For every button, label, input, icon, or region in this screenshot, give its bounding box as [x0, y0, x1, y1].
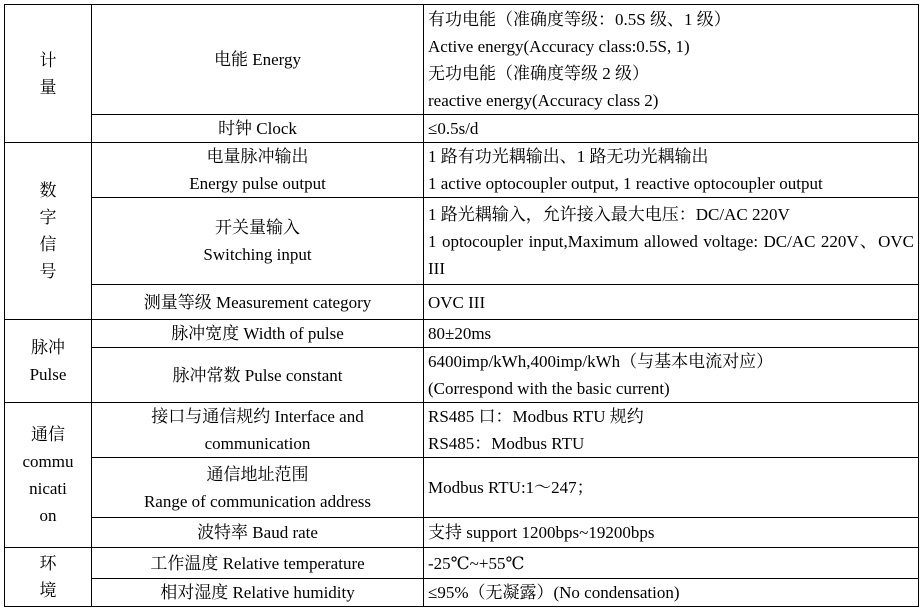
value-clock — [424, 115, 919, 143]
section-label: 通信 commu nicati on — [22, 425, 74, 525]
value-humidity — [424, 579, 919, 607]
table-row — [5, 458, 919, 518]
table-row — [5, 518, 919, 548]
section-label: 计 量 — [39, 50, 57, 97]
value-line: 1 active optocoupler output, 1 reactive optocoupler output — [428, 174, 823, 193]
param-label: 工作温度 Relative temperature — [150, 553, 365, 573]
table-row — [5, 285, 919, 320]
value-line: 支持 support 1200bps~19200bps — [428, 523, 655, 542]
param-address-range — [92, 458, 424, 518]
param-label-cn: 开关量输入 — [215, 218, 300, 237]
table-row — [5, 548, 919, 579]
value-line: OVC III — [428, 292, 486, 312]
value-line: 有功电能（准确度等级：0.5S 级、1 级） — [428, 9, 731, 29]
section-communication — [5, 403, 92, 548]
table-row — [5, 5, 919, 115]
value-line: reactive energy(Accuracy class 2) — [428, 90, 659, 110]
table-row — [5, 320, 919, 348]
param-label: 脉冲常数 Pulse constant — [172, 365, 343, 385]
param-label: 电能 Energy — [213, 50, 302, 69]
value-line: (Correspond with the basic current) — [428, 379, 670, 398]
table-row — [5, 198, 919, 285]
param-energy-pulse — [92, 143, 424, 198]
param-label-cn: 电量脉冲输出 — [206, 147, 309, 166]
param-label-en: Energy pulse output — [189, 174, 326, 193]
value-address-range — [424, 458, 919, 518]
param-label: 相对湿度 Relative humidity — [160, 583, 355, 602]
value-line: ≤0.5s/d — [428, 119, 479, 138]
value-line: 无功电能（准确度等级 2 级） — [428, 63, 649, 83]
section-digital — [5, 143, 92, 320]
value-line: RS485 口：Modbus RTU 规约 — [428, 407, 644, 426]
value-baud-rate — [424, 518, 919, 548]
value-line: Active energy(Accuracy class:0.5S, 1) — [428, 36, 690, 56]
param-label: 波特率 Baud rate — [197, 523, 318, 542]
param-label-en: Switching input — [203, 245, 312, 264]
param-label-cn: 通信地址范围 — [206, 464, 309, 484]
param-clock — [92, 115, 424, 143]
param-baud-rate — [92, 518, 424, 548]
value-line: -25℃~+55℃ — [428, 553, 525, 573]
value-line: 1 路有功光耦输出、1 路无功光耦输出 — [428, 147, 709, 166]
param-switching — [92, 198, 424, 285]
value-line: 6400imp/kWh,400imp/kWh（与基本电流对应） — [428, 352, 774, 371]
value-switching — [424, 198, 919, 285]
param-temperature — [92, 548, 424, 579]
param-pulse-width — [92, 320, 424, 348]
param-interface — [92, 403, 424, 458]
param-label: 脉冲宽度 Width of pulse — [171, 324, 344, 343]
section-metering — [5, 5, 92, 143]
table-row — [5, 348, 919, 403]
param-energy — [92, 5, 424, 115]
value-line: 1 路光耦输入，允许接入最大电压：DC/AC 220V — [428, 204, 790, 224]
table-row — [5, 579, 919, 607]
value-line: Modbus RTU:1～247； — [428, 478, 594, 497]
param-humidity — [92, 579, 424, 607]
value-energy — [424, 5, 919, 115]
section-pulse — [5, 320, 92, 403]
value-line: 1 optocoupler input,Maximum allowed voltage: DC/AC 220V、OVC III — [428, 231, 914, 278]
value-energy-pulse — [424, 143, 919, 198]
value-line: ≤95%（无凝露）(No condensation) — [428, 583, 680, 602]
param-pulse-constant — [92, 348, 424, 403]
value-pulse-width — [424, 320, 919, 348]
table-row — [5, 115, 919, 143]
section-label: 脉冲 Pulse — [29, 338, 67, 384]
table-row — [5, 403, 919, 458]
value-interface — [424, 403, 919, 458]
section-label: 环 境 — [39, 554, 57, 600]
value-pulse-constant — [424, 348, 919, 403]
section-environment — [5, 548, 92, 607]
table-row — [5, 143, 919, 198]
value-measurement-category — [424, 285, 919, 320]
spec-table — [4, 4, 919, 607]
param-label: 测量等级 Measurement category — [143, 292, 372, 312]
param-measurement-category — [92, 285, 424, 320]
value-temperature — [424, 548, 919, 579]
section-label: 数 字 信 号 — [39, 181, 57, 281]
value-line: 80±20ms — [428, 324, 492, 343]
param-label-en: Range of communication address — [143, 491, 372, 511]
param-label-line2: communication — [204, 434, 311, 453]
value-line: RS485：Modbus RTU — [428, 434, 585, 453]
param-label: 时钟 Clock — [218, 119, 297, 138]
param-label-line1: 接口与通信规约 Interface and — [151, 407, 364, 426]
